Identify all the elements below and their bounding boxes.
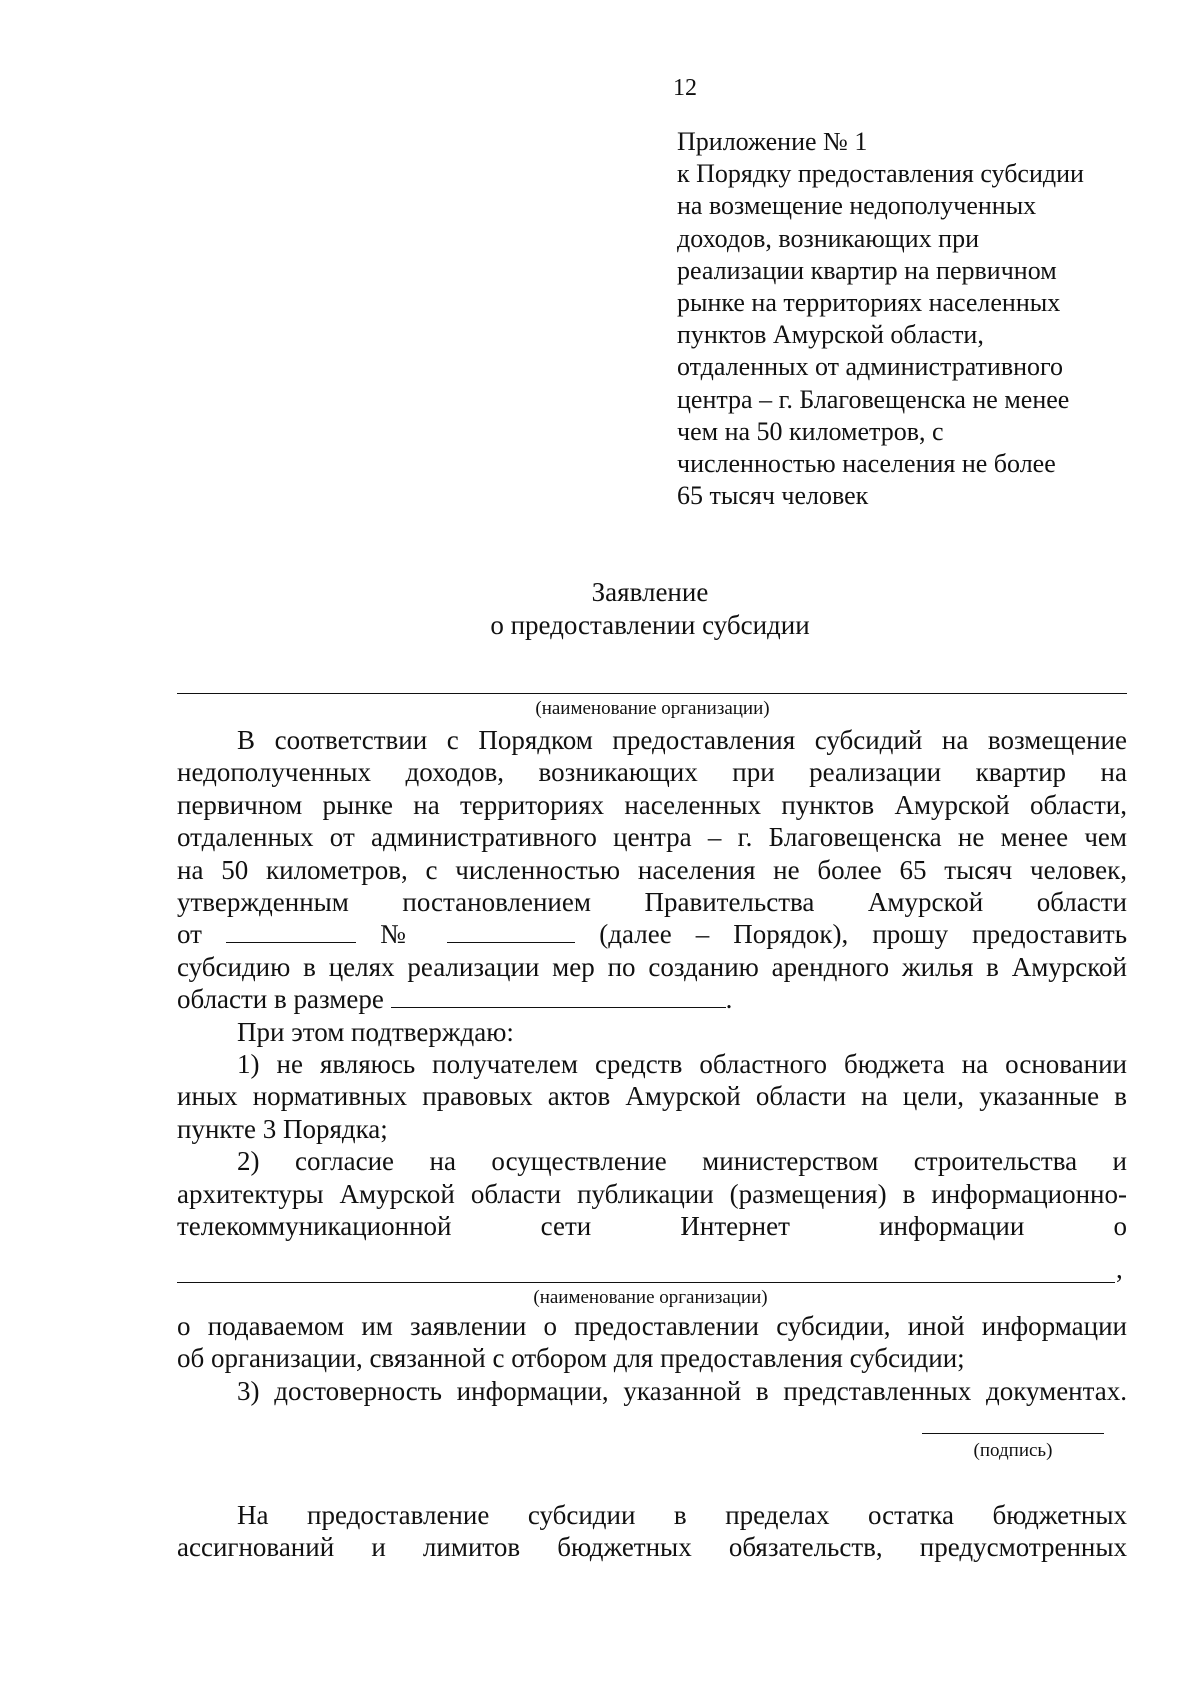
- from-label: от: [177, 919, 202, 950]
- main-paragraph: [177, 724, 1127, 1243]
- period: .: [725, 984, 733, 1015]
- appendix-line: центра – г. Благовещенска не менее: [677, 384, 1070, 414]
- appendix-line: реализации квартир на первичном: [677, 255, 1057, 285]
- appendix-line: Приложение № 1: [677, 127, 868, 156]
- number-blank: [447, 920, 575, 943]
- text-line-date-number: [177, 918, 1127, 950]
- item2-continuation: [177, 1310, 1127, 1407]
- appendix-line: пунктов Амурской области,: [677, 320, 984, 350]
- text-line: недополученных доходов, возникающих при реализации квартир на: [177, 757, 1127, 788]
- appendix-line: на возмещение недополученных: [677, 191, 1037, 221]
- text-line: телекоммуникационной сети Интернет информации о: [177, 1211, 1127, 1242]
- signature-line: [922, 1433, 1104, 1434]
- text-line: на 50 километров, с численностью населения не более 65 тысяч человек,: [177, 854, 1127, 885]
- appendix-line: 65 тысяч человек: [677, 481, 869, 511]
- organization-name-caption: (наименование организации): [535, 698, 770, 719]
- amount-blank: [391, 985, 726, 1008]
- text-line: пункте 3 Порядка;: [177, 1113, 388, 1144]
- date-blank: [226, 920, 356, 943]
- number-sign: №: [380, 919, 424, 950]
- text-line: о подаваемом им заявлении о предоставлении субсидии, иной информации: [177, 1311, 1127, 1341]
- text-line: архитектуры Амурской области публикации (размещения) в информационно-: [177, 1178, 1127, 1209]
- document-subtitle: о предоставлении субсидии: [490, 610, 810, 640]
- appendix-line: численностью населения не более: [677, 449, 1056, 479]
- appendix-line: чем на 50 километров, с: [677, 416, 944, 446]
- appendix-header: [677, 126, 1147, 512]
- text-line: иных нормативных правовых актов Амурской области на цели, указанные в: [177, 1081, 1127, 1112]
- text-line: отдаленных от административного центра – г. Благовещенска не менее чем: [177, 822, 1127, 853]
- final-paragraph: [177, 1499, 1127, 1564]
- text-line: 2) согласие на осуществление министерством строительства и: [237, 1146, 1127, 1177]
- comma: ,: [1116, 1254, 1123, 1284]
- text-line: 3) достоверность информации, указанной в представленных документах.: [237, 1375, 1127, 1406]
- appendix-line: к Порядку предоставления субсидии: [677, 159, 1084, 189]
- text-fragment: области в размере: [177, 984, 384, 1015]
- text-line: субсидию в целях реализации мер по созданию арендного жилья в Амурской: [177, 951, 1127, 982]
- appendix-line: доходов, возникающих при: [677, 223, 980, 253]
- text-line: первичном рынке на территориях населенных пунктов Амурской области,: [177, 789, 1127, 820]
- text-fragment: (далее – Порядок), прошу предоставить: [599, 919, 1128, 950]
- appendix-line: отдаленных от административного: [677, 352, 1064, 382]
- text-line: На предоставление субсидии в пределах остатка бюджетных: [237, 1500, 1127, 1530]
- text-line-amount: [177, 983, 1127, 1015]
- organization-name-line-2: [177, 1282, 1115, 1283]
- organization-name-caption-2: (наименование организации): [533, 1287, 768, 1308]
- text-line: В соответствии с Порядком предоставления субсидий на возмещение: [237, 725, 1127, 755]
- appendix-line: рынке на территориях населенных: [677, 288, 1061, 318]
- document-title: Заявление: [591, 577, 709, 607]
- text-line: об организации, связанной с отбором для предоставления субсидии;: [177, 1343, 965, 1374]
- page-number: 12: [673, 75, 697, 101]
- text-line: ассигнований и лимитов бюджетных обязательств, предусмотренных: [177, 1532, 1127, 1563]
- text-line: утвержденным постановлением Правительства Амурской области: [177, 887, 1127, 918]
- text-line: 1) не являюсь получателем средств областного бюджета на основании: [237, 1049, 1127, 1080]
- organization-name-line: [177, 693, 1127, 694]
- confirm-intro: При этом подтверждаю:: [237, 1016, 514, 1047]
- signature-caption: (подпись): [973, 1440, 1053, 1461]
